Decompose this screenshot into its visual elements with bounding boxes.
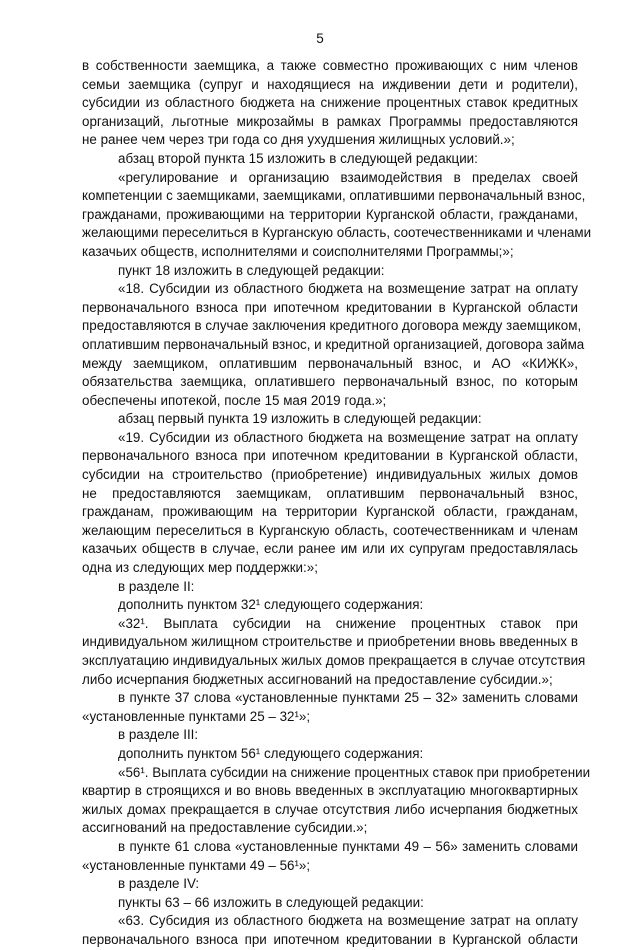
text-line: гражданами, проживающими на территории Курганской области, гражданами, [82, 206, 578, 222]
text-line: первоначального взноса при ипотечном кредитовании в Курганской области [82, 299, 578, 315]
text-line: субсидии на строительство (приобретение) индивидуальных жилых домов [82, 467, 578, 483]
text-line: в пункте 37 слова «установленные пунктами 25 – 32» заменить словами [118, 690, 578, 706]
text-line: в пункте 61 слова «установленные пунктами 49 – 56» заменить словами [118, 838, 578, 854]
text-line: в собственности заемщика, а также совместно проживающих с ним членов [82, 58, 578, 73]
text-line: в разделе III: [118, 727, 199, 743]
text-line: первоначального взноса при ипотечном кредитовании в Курганской области, [82, 448, 578, 464]
text-line: либо исчерпания бюджетных ассигнований на предоставление субсидии.»; [82, 671, 553, 687]
text-line: не предоставляются заемщикам, оплатившим первоначальный взнос, [82, 485, 578, 501]
text-line: эксплуатацию индивидуальных жилых домов прекращается в случае отсутствия [82, 653, 586, 668]
text-line: «18. Субсидии из областного бюджета на возмещение затрат на оплату [118, 281, 578, 297]
text-line: гражданам, проживающим на территории Курганской области, гражданам, [82, 504, 578, 520]
text-line: абзац первый пункта 19 изложить в следующей редакции: [118, 411, 482, 427]
text-line: жилых домах прекращается в случае отсутствия либо исчерпания бюджетных [82, 801, 578, 817]
text-line: обеспечены ипотекой, после 15 мая 2019 года.»; [82, 392, 387, 408]
text-line: «установленные пунктами 49 – 56¹»; [82, 857, 311, 873]
text-line: организаций, льготные микрозаймы в рамках Программы предоставляются [82, 113, 578, 129]
text-line: в разделе II: [118, 578, 195, 594]
text-line: пункт 18 изложить в следующей редакции: [118, 262, 385, 278]
text-line: оплатившим первоначальный взнос, и кредитной организацией, договора займа [82, 336, 585, 352]
text-line: обязательства заемщика, оплатившего первоначальный взнос, по которым [82, 374, 578, 390]
document-body [82, 57, 592, 950]
text-line: желающими переселиться в Курганскую область, соотечественниками и членами [82, 225, 592, 241]
text-line: дополнить пунктом 32¹ следующего содержания: [118, 597, 424, 613]
text-line: одна из следующих мер поддержки:»; [82, 560, 318, 576]
text-line: «регулирование и организацию взаимодействия в пределах своей [118, 169, 578, 185]
text-line: «19. Субсидии из областного бюджета на возмещение затрат на оплату [118, 429, 578, 445]
text-line: казачьих обществ в случае, если ранее им или их супругам предоставлялась [82, 541, 578, 557]
text-line: абзац второй пункта 15 изложить в следующей редакции: [118, 150, 478, 166]
text-line: казачьих обществ, исполнителями и соисполнителями Программы;»; [82, 243, 514, 259]
text-line: квартир в строящихся и во вновь введенных в эксплуатацию многоквартирных [82, 783, 578, 799]
page-number: 5 [316, 31, 324, 46]
text-line: компетенции с заемщиками, заемщиками, оплатившими первоначальный взнос, [82, 188, 586, 204]
text-line: не ранее чем через три года со дня ухудшения жилищных условий.»; [82, 132, 515, 148]
text-line: предоставляются в случае заключения кредитного договора между заемщиком, [82, 318, 582, 334]
text-line: субсидии из областного бюджета на снижение процентных ставок кредитных [82, 95, 578, 111]
text-line: «установленные пунктами 25 – 32¹»; [82, 708, 311, 724]
text-line: семьи заемщика (супруг и находящиеся на иждивении дети и родители), [82, 76, 578, 92]
text-line: ассигнований на предоставление субсидии.»; [82, 820, 368, 836]
text-line: индивидуальном жилищном строительстве и приобретении вновь введенных в [82, 634, 578, 650]
text-line: «63. Субсидия из областного бюджета на возмещение затрат на оплату [118, 913, 578, 929]
text-line: первоначального взноса при ипотечном кредитовании в Курганской области [82, 931, 578, 947]
text-line: пункты 63 – 66 изложить в следующей редакции: [118, 894, 424, 910]
text-line: желающим переселиться в Курганскую область, соотечественникам и членам [82, 522, 578, 538]
text-line: в разделе IV: [118, 876, 200, 892]
text-line: «32¹. Выплата субсидии на снижение процентных ставок при [118, 615, 578, 631]
text-line: «56¹. Выплата субсидии на снижение процентных ставок при приобретении [118, 764, 591, 780]
text-line: между заемщиком, оплатившим первоначальный взнос, и АО «КИЖК», [82, 355, 578, 371]
text-line: дополнить пунктом 56¹ следующего содержания: [118, 745, 424, 761]
